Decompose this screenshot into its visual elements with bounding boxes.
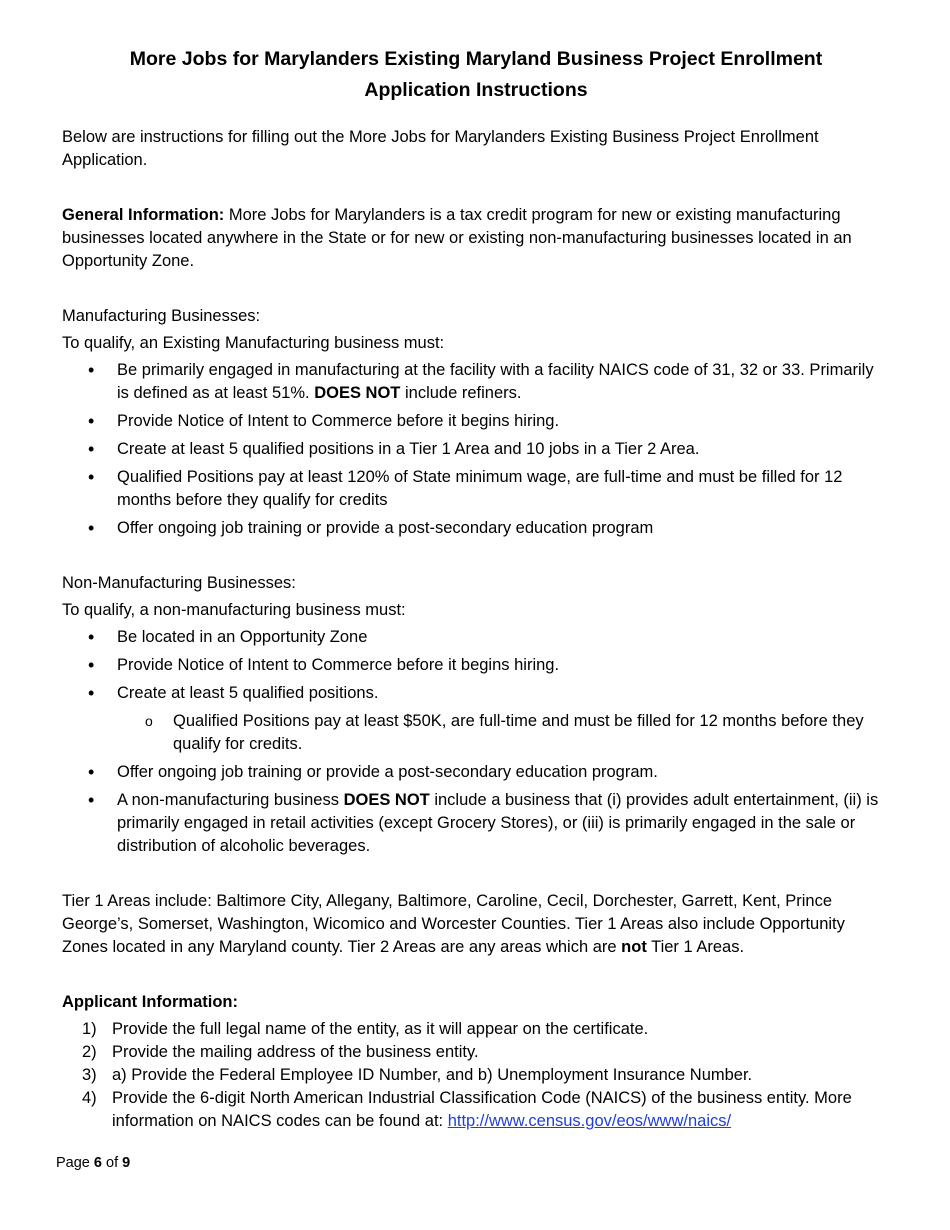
general-information-label: General Information:	[62, 206, 225, 224]
numbered-item: 3) a) Provide the Federal Employee ID Number, and b) Unemployment Insurance Number.	[82, 1066, 753, 1084]
sub-list-item: o Qualified Positions pay at least $50K, are full-time and must be filled for 12 months before they qualify for credits.	[117, 710, 890, 756]
applicant-information-heading: Applicant Information:	[62, 993, 238, 1011]
manufacturing-requirements-list	[62, 359, 890, 540]
list-item: • Provide Notice of Intent to Commerce before it begins hiring.	[62, 410, 890, 433]
current-page-number: 6	[93, 1155, 102, 1171]
general-information-text: More Jobs for Marylanders is a tax credit program for new or existing manufacturing businesses located anywhere in the State or for new or existing non-manufacturing businesses located in an Opportunity Zone.	[62, 206, 852, 270]
intro-paragraph: Below are instructions for filling out the More Jobs for Marylanders Existing Business Project Enrollment Application.	[62, 128, 819, 169]
numbered-item: 1) Provide the full legal name of the entity, as it will appear on the certificate.	[82, 1020, 649, 1038]
document-title	[62, 44, 890, 106]
non-manufacturing-lead: To qualify, a non-manufacturing business must:	[62, 601, 406, 619]
list-item: • Be located in an Opportunity Zone	[62, 626, 890, 649]
list-item: • Offer ongoing job training or provide a post-secondary education program.	[62, 761, 890, 784]
manufacturing-lead: To qualify, an Existing Manufacturing business must:	[62, 334, 445, 352]
list-item: • Create at least 5 qualified positions. o Qualified Positions pay at least $50K, are full-time and must be filled for 12 months before they qualify for credits.	[62, 682, 890, 756]
document-page	[62, 44, 890, 1133]
non-manufacturing-heading: Non-Manufacturing Businesses:	[62, 574, 296, 592]
title-line-1: More Jobs for Marylanders Existing Maryland Business Project Enrollment	[129, 48, 823, 70]
list-item: • Provide Notice of Intent to Commerce before it begins hiring.	[62, 654, 890, 677]
manufacturing-heading: Manufacturing Businesses:	[62, 307, 261, 325]
numbered-item: 4) Provide the 6-digit North American Industrial Classification Code (NAICS) of the business entity. More information on NAICS codes can be found at: http://www.census.gov/eos/www/naics/	[82, 1089, 852, 1130]
title-line-2: Application Instructions	[364, 79, 588, 101]
list-item: • Create at least 5 qualified positions in a Tier 1 Area and 10 jobs in a Tier 2 Area.	[62, 438, 890, 461]
total-page-count: 9	[122, 1155, 131, 1171]
sub-list	[117, 710, 890, 756]
list-item: • Be primarily engaged in manufacturing at the facility with a facility NAICS code of 31, 32 or 33. Primarily is defined as at least 51%. DOES NOT include refiners.	[62, 359, 890, 405]
tier-areas-paragraph: Tier 1 Areas include: Baltimore City, Allegany, Baltimore, Caroline, Cecil, Dorchester, Garrett, Kent, Prince George’s, Somerset, Washington, Wicomico and Worcester Counties. Tier 1 Areas also include Opportunity Zones located in any Maryland county. Tier 2 Areas are any areas which are not Tier 1 Areas.	[62, 892, 845, 956]
non-manufacturing-requirements-list	[62, 626, 890, 858]
general-information-paragraph	[62, 204, 890, 273]
list-item: • Qualified Positions pay at least 120% of State minimum wage, are full-time and must be filled for 12 months before they qualify for credits	[62, 466, 890, 512]
applicant-information-list	[62, 1018, 890, 1133]
list-item: • Offer ongoing job training or provide a post-secondary education program	[62, 517, 890, 540]
numbered-item: 2) Provide the mailing address of the business entity.	[82, 1043, 479, 1061]
naics-link[interactable]: http://www.census.gov/eos/www/naics/	[447, 1112, 732, 1130]
list-item: • A non-manufacturing business DOES NOT include a business that (i) provides adult entertainment, (ii) is primarily engaged in retail activities (except Grocery Stores), or (iii) is primarily engaged in the sale or distribution of alcoholic beverages.	[62, 789, 890, 858]
page-footer: Page 6 of 9	[56, 1155, 131, 1171]
